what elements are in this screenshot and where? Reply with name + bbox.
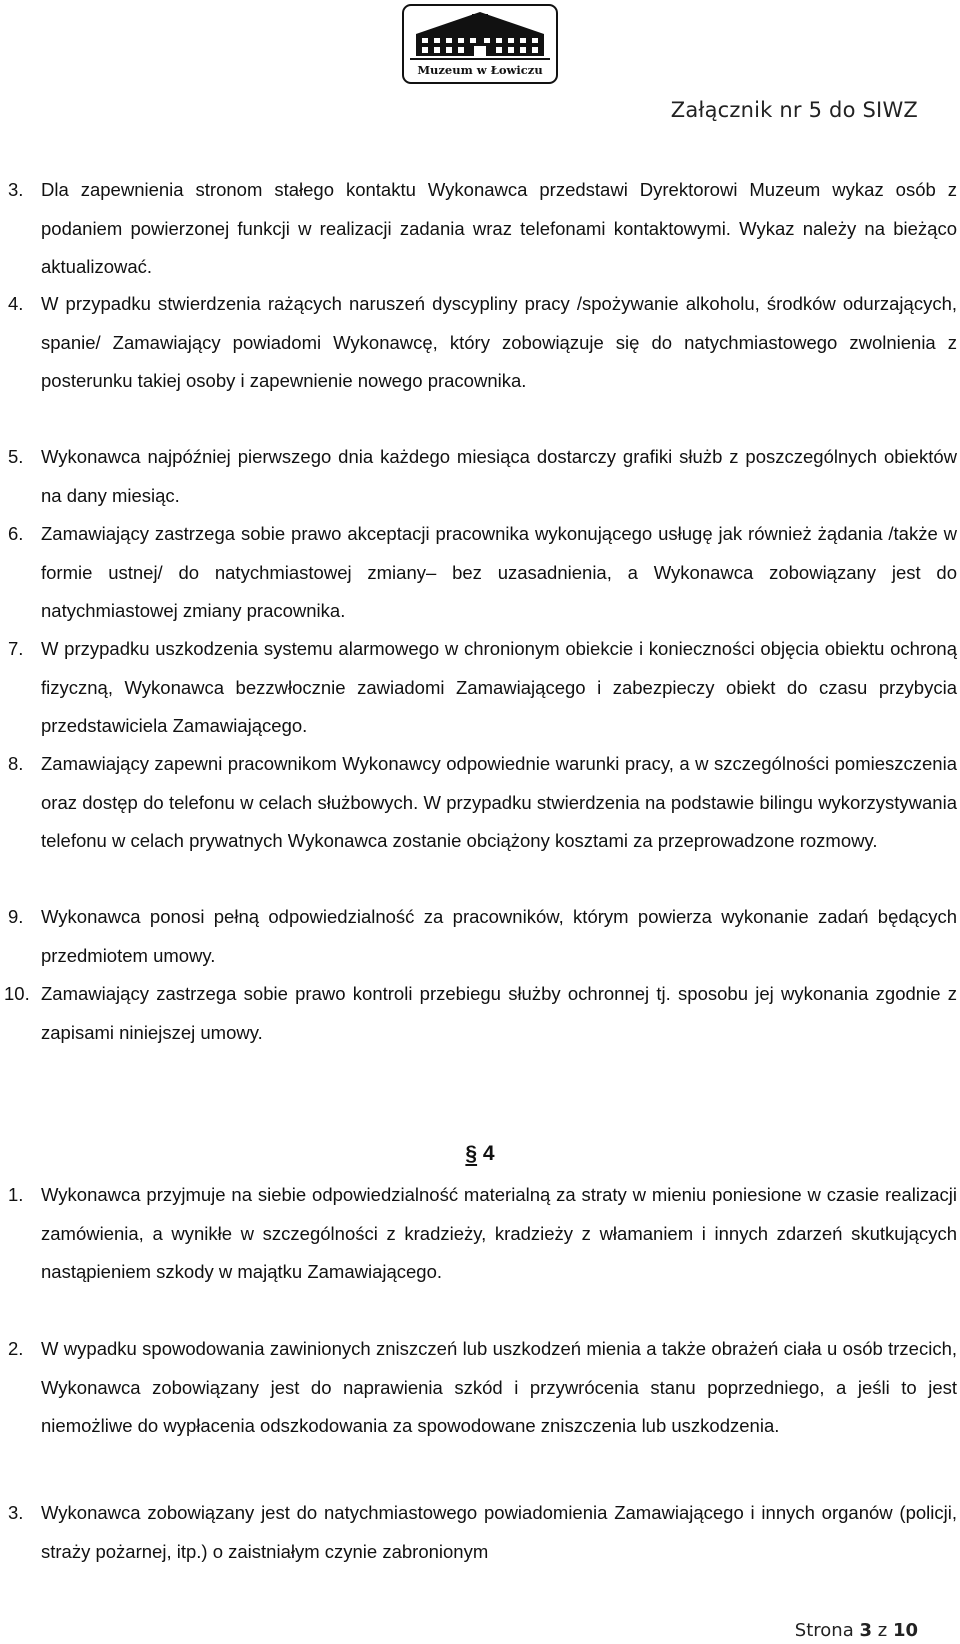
section-number: 4 [482, 1142, 495, 1165]
logo-label: Muzeum w Łowiczu [417, 63, 543, 77]
museum-logo-icon [402, 4, 558, 84]
list-item-text: Wykonawca przyjmuje na siebie odpowiedzialność materialną za straty w mieniu poniesione w czasie realizacji zamówienia, a wynikłe w szczególności z kradzieży, kradzieży z włamaniem i innych zdarzeń skutkujących nastąpieniem szkody w majątku Zamawiającego. [41, 1184, 957, 1283]
annex-label: Załącznik nr 5 do SIWZ [670, 98, 918, 122]
footer-separator: z [877, 1620, 888, 1641]
list-item-text: Dla zapewnienia stronom stałego kontaktu Wykonawca przedstawi Dyrektorowi Muzeum wykaz osób z podaniem powierzonej funkcji w realizacji zadania wraz telefonami kontaktowymi. Wykaz należy na bieżąco aktualizować. [41, 179, 957, 278]
list-item-text: W przypadku stwierdzenia rażących naruszeń dyscypliny pracy /spożywanie alkoholu, środków odurzających, spanie/ Zamawiający powiadomi Wykonawcę, który zobowiązuje się do natychmiastowego zwolnienia z posterunku takiej osoby i zapewnienie nowego pracownika. [41, 293, 957, 392]
list-item-number: 10. [4, 983, 30, 1004]
list-item-number: 1. [8, 1184, 24, 1205]
list-item-number: 4. [8, 293, 24, 314]
section-heading [0, 1142, 960, 1166]
list-item-number: 6. [8, 523, 24, 544]
list-item-number: 3. [8, 179, 24, 200]
list-item-number: 7. [8, 638, 24, 659]
list-item-text: Wykonawca zobowiązany jest do natychmiastowego powiadomienia Zamawiającego i innych organów (policji, straży pożarnej, itp.) o zaistniałym czynie zabronionym [41, 1502, 957, 1562]
list-item-number: 5. [8, 446, 24, 467]
footer-page-number: 3 [859, 1620, 873, 1641]
list-item-number: 3. [8, 1502, 24, 1523]
list-item-text: Zamawiający zastrzega sobie prawo akceptacji pracownika wykonującego usługę jak również żądania /także w formie ustnej/ do natychmiastowej zmiany– bez uzasadnienia, a Wykonawca zobowiązany jest do natychmiastowej zmiany pracownika. [41, 523, 957, 622]
list-item-text: Wykonawca najpóźniej pierwszego dnia każdego miesiąca dostarczy grafiki służb z poszczególnych obiektów na dany miesiąc. [41, 446, 957, 506]
footer-total-pages: 10 [892, 1620, 918, 1641]
list-item-text: Wykonawca ponosi pełną odpowiedzialność za pracowników, którym powierza wykonanie zadań będących przedmiotem umowy. [41, 906, 957, 966]
footer-prefix: Strona [794, 1620, 854, 1641]
museum-logo [402, 4, 558, 84]
list-item-text: Zamawiający zastrzega sobie prawo kontroli przebiegu służby ochronnej tj. sposobu jej wykonania zgodnie z zapisami niniejszej umowy. [41, 983, 957, 1043]
list-item-number: 9. [8, 906, 24, 927]
list-item-text: W wypadku spowodowania zawinionych zniszczeń lub uszkodzeń mienia a także obrażeń ciała u osób trzecich, Wykonawca zobowiązany jest do naprawienia szkód i przywrócenia stanu poprzedniego, a jeśli to jest niemożliwe do wypłacenia odszkodowania za spowodowane zniszczenia lub uszkodzenia. [41, 1338, 957, 1437]
list-item-number: 2. [8, 1338, 24, 1359]
list-item-text: W przypadku uszkodzenia systemu alarmowego w chronionym obiekcie i konieczności objęcia obiektu ochroną fizyczną, Wykonawca bezzwłocznie zawiadomi Zamawiającego i zabezpieczy obiekt do czasu przybycia przedstawiciela Zamawiającego. [41, 638, 957, 737]
list-item-text: Zamawiający zapewni pracownikom Wykonawcy odpowiednie warunki pracy, a w szczególności pomieszczenia oraz dostęp do telefonu w celach służbowych. W przypadku stwierdzenia na podstawie bilingu wykorzystywania telefonu w celach prywatnych Wykonawca zostanie obciążony kosztami za przeprowadzone rozmowy. [41, 753, 957, 852]
page-footer [795, 1620, 918, 1641]
list-item-number: 8. [8, 753, 24, 774]
section-symbol: § [465, 1142, 478, 1165]
